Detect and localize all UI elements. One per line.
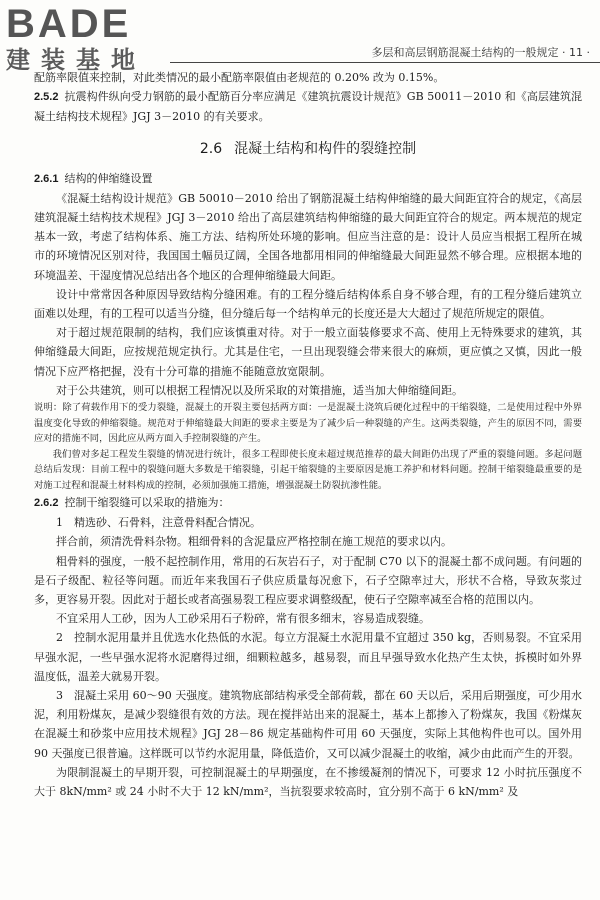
page-body	[34, 68, 582, 900]
section-heading	[34, 139, 582, 159]
clause-number: 2.6.1	[34, 172, 59, 185]
logo-text-cn: 建装基地	[6, 46, 146, 74]
paragraph: 设计中常常因各种原因导致结构分缝困难。有的工程分缝后结构体系自身不够合理，有的工程分缝后建筑立面难以处理，有的工程可以适当分缝，但分缝后每一个结构单元的长度还是大大超过了规范所规定的限值。	[34, 287, 582, 321]
clause-number: 2.5.2	[34, 91, 59, 104]
logo-text-en: BADE	[6, 2, 132, 46]
list-item: 3 混凝土采用 60～90 天强度。建筑物底部结构承受全部荷载，都在 60 天以后，采用后期强度，可少用水泥，利用粉煤灰，是减少裂缝很有效的方法。现在搅拌站出来的混凝土，基本上都掺入了粉煤灰，我国《粉煤灰在混凝土和砂浆中应用技术规程》JGJ 28－86 规定基础构件可用 60 天强度，实际上其他构件也可以。国外用 90 天强度已很普遍。这样既可以节约水泥用量，降低造价，又可以减少混凝土的收缩，减少由此而产生的开裂。	[34, 689, 582, 760]
clause-2-6-2	[34, 493, 582, 513]
section-title-text: 混凝土结构和构件的裂缝控制	[234, 140, 417, 157]
paragraph: 不宜采用人工砂，因为人工砂采用石子粉碎，常有很多细末，容易造成裂缝。	[56, 612, 430, 626]
clause-text: 结构的伸缩缝设置	[64, 171, 153, 185]
paragraph: 《混凝土结构设计规范》GB 50010－2010 给出了钢筋混凝土结构伸缩缝的最大间距宜符合的规定，《高层建筑混凝土结构技术规程》JGJ 3－2010 给出了高层建筑结构伸缩缝的最大间距宜符合的规定。两本规范的规定基本一致，考虑了结构体系、施工方法、结构所处环境的影响。但应当注意的是：设计人员应当根据工程所在城市的环境情况区别对待，我国国土幅员辽阔，全国各地都用相同的伸缩缝最大间距显然不够合理。应根据本地的环境温差、干湿度情况总结出各个地区的合理伸缩缝最大间距。	[34, 191, 582, 282]
clause-2-5-2	[34, 87, 582, 126]
header-divider	[170, 62, 600, 63]
clause-2-6-1	[34, 169, 582, 189]
paragraph: 拌合前，须清洗骨料杂物。粗细骨料的含泥量应严格控制在施工规范的要求以内。	[56, 535, 452, 549]
clause-text: 控制干缩裂缝可以采取的措施为：	[64, 496, 230, 510]
clause-text: 抗震构件纵向受力钢筋的最小配筋百分率应满足《建筑抗震设计规范》GB 50011－2010 和《高层建筑混凝土结构技术规程》JGJ 3－2010 的有关要求。	[34, 90, 582, 124]
paragraph: 为限制混凝土的早期开裂，可控制混凝土的早期强度，在不掺缓凝剂的情况下，可要求 12 小时抗压强度不大于 8kN/mm² 或 24 小时不大于 12 kN/mm²，当抗裂要求较高时，宜分别不高于 6 kN/mm² 及	[34, 765, 582, 799]
list-item: 2 控制水泥用量并且优选水化热低的水泥。每立方混凝土水泥用量不宜超过 350 kg，否则易裂。不宜采用早强水泥，一些早强水泥将水泥磨得过细，细颗粒越多，越易裂，而且早强导致水化热产生太快，拆模时如外界温度低，温差大就易开裂。	[34, 631, 582, 683]
running-header: 多层和高层钢筋混凝土结构的一般规定 · 11 ·	[371, 46, 590, 59]
explanation-note: 我们曾对多起工程发生裂缝的情况进行统计，很多工程即使长度未超过规范推荐的最大间距仍出现了严重的裂缝问题。多起问题总结后发现：目前工程中的裂缝问题大多数是干缩裂缝，引起干缩裂缝的主要原因是施工养护和材料问题。控制干缩裂缝最重要的是对施工过程和混凝土材料构成的控制，必须加强施工措施，增强混凝土防裂抗渗性能。	[34, 448, 582, 491]
list-item: 1 精选砂、石骨料，注意骨料配合情况。	[56, 516, 261, 530]
paragraph-continued: 配筋率限值来控制，对此类情况的最小配筋率限值由老规范的 0.20% 改为 0.15%。	[34, 71, 445, 84]
explanation-note: 说明：除了荷载作用下的受力裂缝，混凝土的开裂主要包括两方面：一是混凝土浇筑后硬化过程中的干缩裂缝，二是使用过程中外界温度变化导致的伸缩裂缝。规范对于伸缩缝最大间距的要求主要是为了减少后一种裂缝的产生。这两类裂缝，产生的原因不同，需要应对的措施不同，因此应从两方面入手控制裂缝的产生。	[34, 402, 582, 445]
paragraph: 对于超过规范限制的结构，我们应该慎重对待。对于一般立面装修要求不高、使用上无特殊要求的建筑，其伸缩缝最大间距，应按规范规定执行。尤其是住宅，一旦出现裂缝会带来很大的麻烦，更应慎之又慎，因此一般情况下应严格把握，没有十分可靠的措施不能随意放宽限制。	[34, 326, 582, 378]
paragraph: 对于公共建筑，则可以根据工程情况以及所采取的对策措施，适当加大伸缩缝间距。	[56, 383, 463, 397]
section-number: 2.6	[199, 140, 223, 157]
clause-number: 2.6.2	[34, 497, 59, 510]
paragraph: 粗骨料的强度，一般不起控制作用，常用的石灰岩石子，对于配制 C70 以下的混凝土都不成问题。有问题的是石子级配、粒径等问题。而近年来我国石子供应质量每况愈下，石子空隙率过大，形状不合格，导致灰浆过多，更容易开裂。因此对于超长或者高强易裂工程应要求调整级配，使石子空隙率减至合格的范围以内。	[34, 554, 582, 607]
brand-logo	[6, 4, 176, 74]
